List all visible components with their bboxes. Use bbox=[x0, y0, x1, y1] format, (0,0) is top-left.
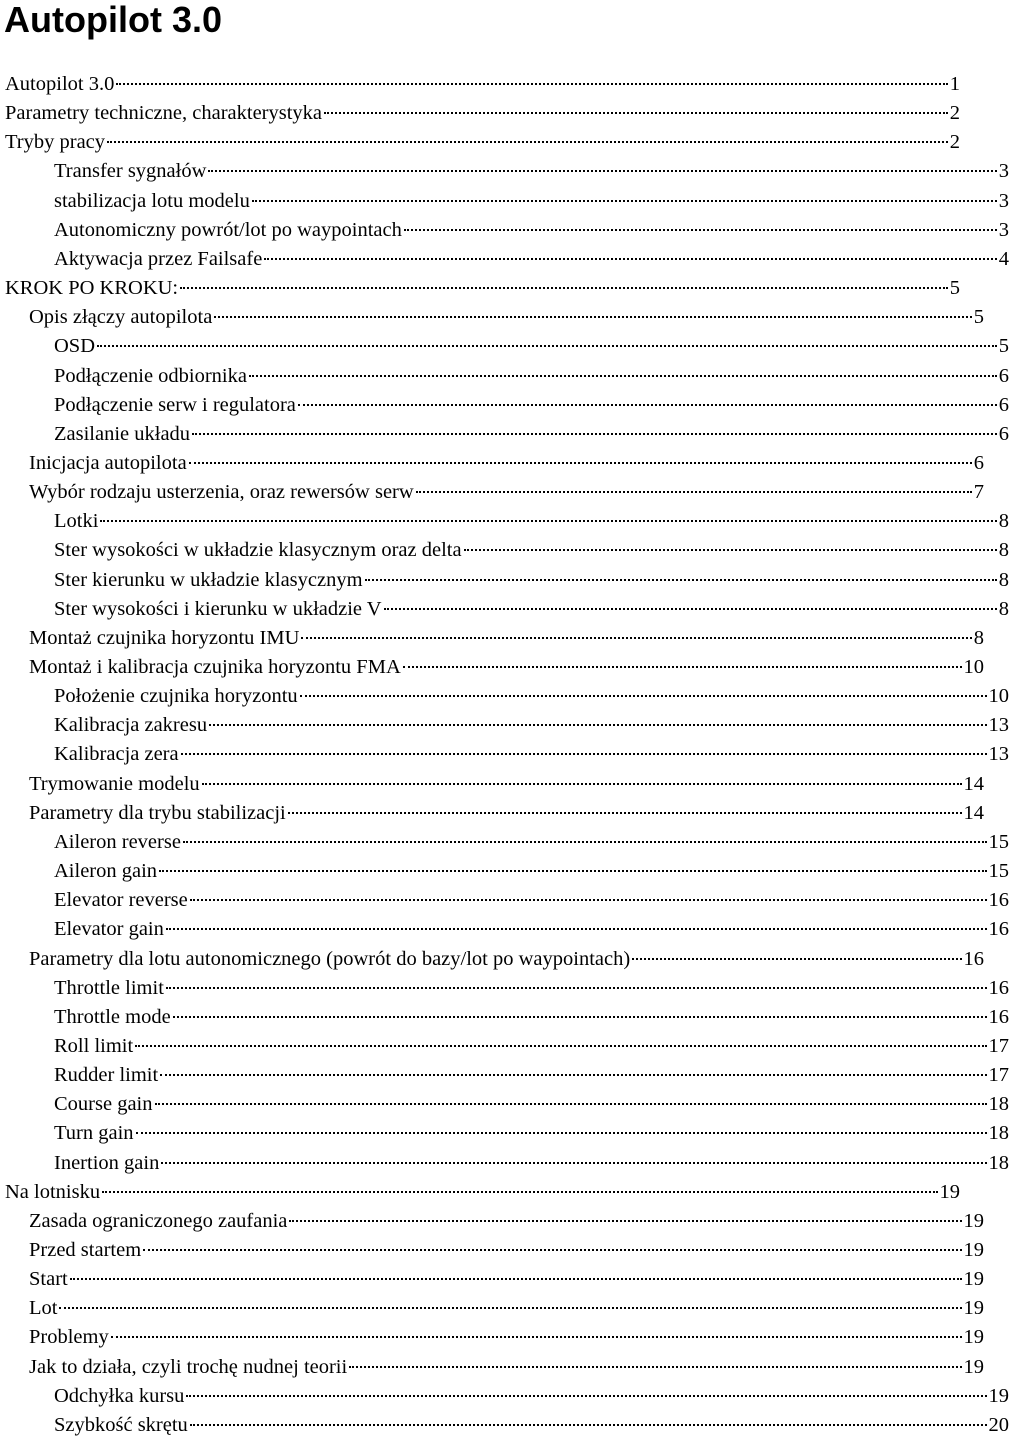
toc-entry-page-number: 1 bbox=[950, 70, 965, 99]
toc-dot-leader bbox=[186, 1395, 986, 1397]
toc-entry[interactable] bbox=[0, 128, 965, 157]
toc-dot-leader bbox=[404, 229, 997, 231]
toc-entry-label: Szybkość skrętu bbox=[54, 1411, 188, 1440]
toc-entry[interactable] bbox=[0, 70, 965, 99]
toc-entry[interactable] bbox=[0, 857, 1014, 886]
toc-entry-label: stabilizacja lotu modelu bbox=[54, 187, 250, 216]
toc-dot-leader bbox=[70, 1278, 962, 1280]
toc-dot-leader bbox=[180, 287, 948, 289]
toc-entry-page-number: 2 bbox=[950, 99, 965, 128]
toc-entry-page-number: 19 bbox=[964, 1353, 990, 1382]
toc-entry[interactable] bbox=[0, 653, 989, 682]
toc-entry[interactable] bbox=[0, 828, 1014, 857]
toc-entry[interactable] bbox=[0, 1236, 989, 1265]
toc-entry-label: Trymowanie modelu bbox=[29, 770, 200, 799]
toc-entry-page-number: 18 bbox=[989, 1090, 1014, 1119]
toc-entry-page-number: 13 bbox=[989, 740, 1014, 769]
toc-entry-label: Aileron reverse bbox=[54, 828, 181, 857]
toc-dot-leader bbox=[97, 345, 997, 347]
toc-entry-label: Parametry dla lotu autonomicznego (powrót do bazy/lot po waypointach) bbox=[29, 945, 630, 974]
toc-entry-label: Problemy bbox=[29, 1323, 109, 1352]
toc-dot-leader bbox=[208, 170, 996, 172]
toc-entry-label: Transfer sygnałów bbox=[54, 157, 206, 186]
toc-entry-label: Aktywacja przez Failsafe bbox=[54, 245, 262, 274]
toc-dot-leader bbox=[102, 1191, 937, 1193]
toc-entry-label: Elevator gain bbox=[54, 915, 164, 944]
toc-entry[interactable] bbox=[0, 1353, 989, 1382]
toc-dot-leader bbox=[298, 404, 997, 406]
toc-entry-label: Lotki bbox=[54, 507, 98, 536]
document-title: Autopilot 3.0 bbox=[4, 0, 222, 44]
toc-dot-leader bbox=[155, 1103, 987, 1105]
toc-entry-page-number: 19 bbox=[964, 1323, 990, 1352]
toc-entry-page-number: 19 bbox=[964, 1236, 990, 1265]
toc-entry-label: Zasada ograniczonego zaufania bbox=[29, 1207, 287, 1236]
toc-entry-page-number: 5 bbox=[950, 274, 965, 303]
toc-entry-page-number: 6 bbox=[974, 449, 989, 478]
toc-dot-leader bbox=[111, 1336, 962, 1338]
toc-entry[interactable] bbox=[0, 624, 989, 653]
toc-entry[interactable] bbox=[0, 157, 1014, 186]
toc-dot-leader bbox=[190, 1424, 987, 1426]
toc-dot-leader bbox=[159, 870, 986, 872]
toc-entry-label: Jak to działa, czyli trochę nudnej teorii bbox=[29, 1353, 347, 1382]
toc-entry-page-number: 19 bbox=[964, 1294, 990, 1323]
toc-entry-label: Wybór rodzaju usterzenia, oraz rewersów serw bbox=[29, 478, 414, 507]
toc-entry-label: Rudder limit bbox=[54, 1061, 158, 1090]
toc-entry[interactable] bbox=[0, 1294, 989, 1323]
toc-entry[interactable] bbox=[0, 915, 1014, 944]
toc-dot-leader bbox=[192, 433, 997, 435]
toc-entry-page-number: 8 bbox=[974, 624, 989, 653]
toc-entry-page-number: 5 bbox=[999, 332, 1014, 361]
toc-entry-label: Autonomiczny powrót/lot po waypointach bbox=[54, 216, 402, 245]
toc-entry[interactable] bbox=[0, 245, 1014, 274]
toc-dot-leader bbox=[59, 1307, 961, 1309]
toc-entry-label: Kalibracja zakresu bbox=[54, 711, 207, 740]
toc-entry-label: Aileron gain bbox=[54, 857, 157, 886]
toc-entry-label: Ster wysokości i kierunku w układzie V bbox=[54, 595, 382, 624]
toc-entry[interactable] bbox=[0, 303, 989, 332]
toc-entry-page-number: 6 bbox=[999, 362, 1014, 391]
toc-entry-page-number: 13 bbox=[989, 711, 1014, 740]
toc-entry[interactable] bbox=[0, 536, 1014, 565]
toc-dot-leader bbox=[135, 1045, 986, 1047]
toc-dot-leader bbox=[300, 695, 987, 697]
toc-entry-label: Kalibracja zera bbox=[54, 740, 179, 769]
toc-entry[interactable] bbox=[0, 1149, 1014, 1178]
toc-entry-page-number: 6 bbox=[999, 391, 1014, 420]
toc-entry-page-number: 16 bbox=[989, 974, 1014, 1003]
toc-entry[interactable] bbox=[0, 1207, 989, 1236]
toc-entry[interactable] bbox=[0, 1411, 1014, 1440]
toc-entry-page-number: 3 bbox=[999, 187, 1014, 216]
toc-entry[interactable] bbox=[0, 799, 989, 828]
toc-entry[interactable] bbox=[0, 1032, 1014, 1061]
toc-dot-leader bbox=[324, 112, 948, 114]
toc-dot-leader bbox=[214, 316, 971, 318]
toc-entry[interactable] bbox=[0, 945, 989, 974]
toc-entry[interactable] bbox=[0, 420, 1014, 449]
toc-entry-page-number: 3 bbox=[999, 216, 1014, 245]
toc-entry-page-number: 16 bbox=[989, 886, 1014, 915]
toc-entry-page-number: 20 bbox=[989, 1411, 1014, 1440]
toc-entry-label: Na lotnisku bbox=[5, 1178, 100, 1207]
toc-dot-leader bbox=[252, 200, 997, 202]
toc-entry-label: Inertion gain bbox=[54, 1149, 159, 1178]
toc-dot-leader bbox=[384, 608, 997, 610]
toc-dot-leader bbox=[202, 783, 962, 785]
toc-entry-page-number: 19 bbox=[964, 1207, 990, 1236]
toc-dot-leader bbox=[183, 841, 987, 843]
toc-dot-leader bbox=[301, 637, 971, 639]
toc-entry-page-number: 15 bbox=[989, 828, 1014, 857]
toc-entry-label: Parametry dla trybu stabilizacji bbox=[29, 799, 286, 828]
toc-entry-page-number: 18 bbox=[989, 1149, 1014, 1178]
toc-dot-leader bbox=[166, 928, 987, 930]
toc-entry-page-number: 16 bbox=[989, 1003, 1014, 1032]
toc-entry[interactable] bbox=[0, 1119, 1014, 1148]
toc-entry[interactable] bbox=[0, 566, 1014, 595]
toc-entry[interactable] bbox=[0, 1323, 989, 1352]
toc-dot-leader bbox=[173, 1016, 987, 1018]
toc-entry-page-number: 8 bbox=[999, 507, 1014, 536]
toc-dot-leader bbox=[289, 1220, 961, 1222]
toc-entry[interactable] bbox=[0, 711, 1014, 740]
toc-entry-label: Throttle mode bbox=[54, 1003, 171, 1032]
toc-entry-page-number: 16 bbox=[964, 945, 990, 974]
toc-dot-leader bbox=[107, 141, 948, 143]
toc-dot-leader bbox=[416, 491, 972, 493]
toc-entry-label: Ster wysokości w układzie klasycznym oraz delta bbox=[54, 536, 462, 565]
toc-entry-page-number: 8 bbox=[999, 566, 1014, 595]
toc-entry-page-number: 18 bbox=[989, 1119, 1014, 1148]
toc-dot-leader bbox=[209, 724, 986, 726]
toc-entry[interactable] bbox=[0, 187, 1014, 216]
toc-entry-label: Elevator reverse bbox=[54, 886, 188, 915]
toc-dot-leader bbox=[632, 958, 961, 960]
toc-entry-page-number: 8 bbox=[999, 536, 1014, 565]
toc-entry[interactable] bbox=[0, 478, 989, 507]
toc-entry-label: Montaż czujnika horyzontu IMU bbox=[29, 624, 299, 653]
toc-entry-label: KROK PO KROKU: bbox=[5, 274, 178, 303]
toc-entry[interactable] bbox=[0, 1382, 1014, 1411]
toc-entry-label: Parametry techniczne, charakterystyka bbox=[5, 99, 322, 128]
toc-entry-page-number: 6 bbox=[999, 420, 1014, 449]
toc-entry-page-number: 2 bbox=[950, 128, 965, 157]
toc-entry-page-number: 17 bbox=[989, 1032, 1014, 1061]
toc-entry-page-number: 4 bbox=[999, 245, 1014, 274]
toc-entry[interactable] bbox=[0, 391, 1014, 420]
toc-dot-leader bbox=[100, 520, 996, 522]
toc-entry[interactable] bbox=[0, 682, 1014, 711]
toc-entry-page-number: 15 bbox=[989, 857, 1014, 886]
toc-entry-page-number: 14 bbox=[964, 799, 990, 828]
toc-dot-leader bbox=[143, 1249, 961, 1251]
toc-entry-label: Course gain bbox=[54, 1090, 153, 1119]
toc-dot-leader bbox=[288, 812, 962, 814]
toc-dot-leader bbox=[136, 1132, 987, 1134]
toc-entry[interactable] bbox=[0, 274, 965, 303]
toc-entry[interactable] bbox=[0, 1061, 1014, 1090]
toc-entry-label: Inicjacja autopilota bbox=[29, 449, 187, 478]
toc-entry-label: OSD bbox=[54, 332, 95, 361]
toc-entry-label: Tryby pracy bbox=[5, 128, 105, 157]
toc-dot-leader bbox=[365, 579, 997, 581]
toc-entry-label: Podłączenie serw i regulatora bbox=[54, 391, 296, 420]
toc-entry[interactable] bbox=[0, 770, 989, 799]
toc-entry[interactable] bbox=[0, 99, 965, 128]
toc-dot-leader bbox=[189, 462, 972, 464]
toc-entry[interactable] bbox=[0, 1003, 1014, 1032]
toc-entry[interactable] bbox=[0, 362, 1014, 391]
toc-dot-leader bbox=[161, 1162, 986, 1164]
toc-entry[interactable] bbox=[0, 449, 989, 478]
toc-entry[interactable] bbox=[0, 886, 1014, 915]
toc-dot-leader bbox=[160, 1074, 986, 1076]
toc-dot-leader bbox=[403, 666, 962, 668]
toc-dot-leader bbox=[464, 549, 997, 551]
toc-entry-label: Roll limit bbox=[54, 1032, 133, 1061]
toc-entry-label: Zasilanie układu bbox=[54, 420, 190, 449]
toc-entry-page-number: 8 bbox=[999, 595, 1014, 624]
toc-entry[interactable] bbox=[0, 1265, 989, 1294]
toc-entry-label: Położenie czujnika horyzontu bbox=[54, 682, 298, 711]
toc-entry-page-number: 10 bbox=[989, 682, 1014, 711]
toc-dot-leader bbox=[349, 1366, 961, 1368]
toc-entry-page-number: 3 bbox=[999, 157, 1014, 186]
toc-entry-label: Autopilot 3.0 bbox=[5, 70, 114, 99]
toc-entry-label: Ster kierunku w układzie klasycznym bbox=[54, 566, 363, 595]
toc-entry-label: Start bbox=[29, 1265, 68, 1294]
toc-dot-leader bbox=[116, 83, 947, 85]
toc-entry-label: Podłączenie odbiornika bbox=[54, 362, 247, 391]
toc-entry-page-number: 19 bbox=[940, 1178, 966, 1207]
toc-entry-label: Lot bbox=[29, 1294, 57, 1323]
toc-dot-leader bbox=[264, 258, 996, 260]
toc-dot-leader bbox=[190, 899, 987, 901]
toc-dot-leader bbox=[181, 753, 987, 755]
toc-entry-label: Throttle limit bbox=[54, 974, 164, 1003]
toc-entry-label: Odchyłka kursu bbox=[54, 1382, 184, 1411]
toc-entry-page-number: 5 bbox=[974, 303, 989, 332]
toc-entry[interactable] bbox=[0, 1090, 1014, 1119]
toc-entry-page-number: 14 bbox=[964, 770, 990, 799]
toc-dot-leader bbox=[166, 987, 987, 989]
toc-entry-label: Montaż i kalibracja czujnika horyzontu FMA bbox=[29, 653, 401, 682]
toc-entry-page-number: 10 bbox=[964, 653, 990, 682]
toc-entry[interactable] bbox=[0, 507, 1014, 536]
toc-entry-page-number: 19 bbox=[964, 1265, 990, 1294]
toc-entry-label: Przed startem bbox=[29, 1236, 141, 1265]
toc-dot-leader bbox=[249, 375, 997, 377]
toc-entry-label: Opis złączy autopilota bbox=[29, 303, 212, 332]
toc-entry[interactable] bbox=[0, 332, 1014, 361]
toc-entry[interactable] bbox=[0, 1178, 965, 1207]
toc-entry[interactable] bbox=[0, 595, 1014, 624]
toc-entry-page-number: 19 bbox=[989, 1382, 1014, 1411]
toc-entry-page-number: 7 bbox=[974, 478, 989, 507]
toc-entry-page-number: 17 bbox=[989, 1061, 1014, 1090]
toc-entry[interactable] bbox=[0, 974, 1014, 1003]
toc-entry[interactable] bbox=[0, 740, 1014, 769]
toc-entry-page-number: 16 bbox=[989, 915, 1014, 944]
toc-entry-label: Turn gain bbox=[54, 1119, 134, 1148]
toc-entry[interactable] bbox=[0, 216, 1014, 245]
